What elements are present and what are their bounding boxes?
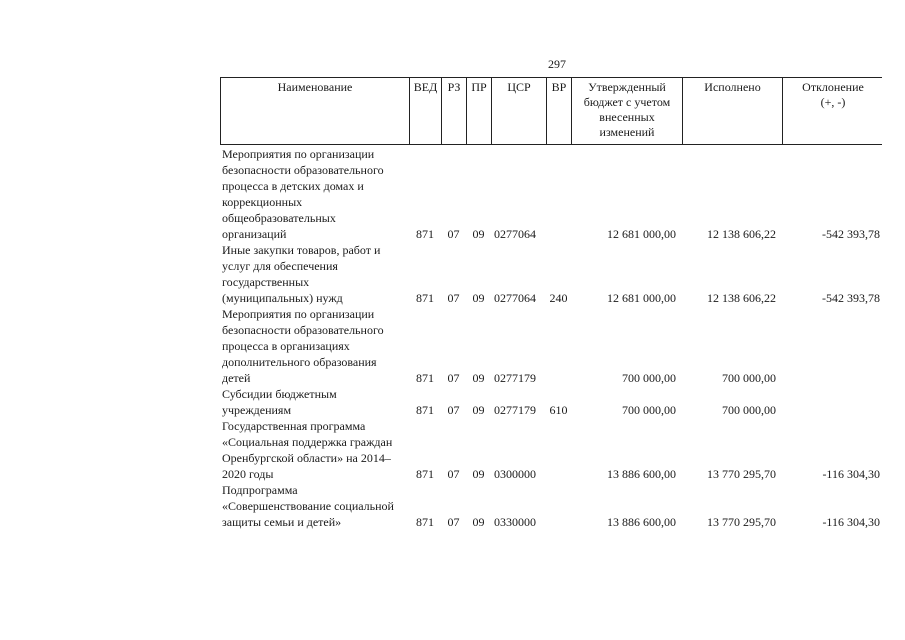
row-executed: 12 138 606,22 [707,291,776,305]
row-deviation: -116 304,30 [822,467,880,481]
table-row [220,418,882,482]
row-rz: 07 [447,515,460,529]
row-vr: 610 [549,403,568,417]
row-pr: 09 [472,227,485,241]
row-executed: 13 770 295,70 [707,467,776,481]
row-name: Подпрограмма «Совершенствование социальной защиты семьи и детей» [222,483,394,529]
row-approved: 12 681 000,00 [607,227,676,241]
table-header [220,77,882,145]
row-approved: 12 681 000,00 [607,291,676,305]
table-row [220,146,882,242]
row-approved: 13 886 600,00 [607,467,676,481]
header-rz: РЗ [442,78,467,144]
row-deviation: -116 304,30 [822,515,880,529]
row-vr: 240 [549,291,568,305]
row-rz: 07 [447,227,460,241]
budget-table [220,77,882,530]
table-row [220,482,882,530]
row-name: Мероприятия по организации безопасности образовательного процесса в детских домах и коррекционных общеобразовательных организаций [222,147,384,241]
row-ved: 871 [416,371,434,385]
row-pr: 09 [472,515,485,529]
row-executed: 13 770 295,70 [707,515,776,529]
row-ved: 871 [416,291,434,305]
row-csr: 0277179 [494,403,536,417]
row-ved: 871 [416,515,434,529]
table-row [220,242,882,306]
row-ved: 871 [416,467,434,481]
row-csr: 0300000 [494,467,536,481]
row-pr: 09 [472,467,485,481]
header-deviation: Отклонение (+, -) [802,80,864,109]
row-deviation: -542 393,78 [822,291,880,305]
header-approved: Утвержденный бюджет с учетом внесенных изменений [572,78,683,144]
row-approved: 700 000,00 [622,403,676,417]
row-rz: 07 [447,403,460,417]
page-number: 297 [548,57,566,71]
row-rz: 07 [447,467,460,481]
row-deviation: -542 393,78 [822,227,880,241]
row-pr: 09 [472,371,485,385]
row-approved: 13 886 600,00 [607,515,676,529]
row-rz: 07 [447,291,460,305]
row-csr: 0277064 [494,227,536,241]
row-pr: 09 [472,291,485,305]
row-name: Иные закупки товаров, работ и услуг для обеспечения государственных (муниципальных) нужд [222,243,381,305]
row-ved: 871 [416,403,434,417]
row-csr: 0277179 [494,371,536,385]
row-executed: 12 138 606,22 [707,227,776,241]
header-pr: ПР [467,78,492,144]
row-name: Мероприятия по организации безопасности образовательного процесса в организациях дополнительного образования детей [222,307,384,385]
row-csr: 0330000 [494,515,536,529]
table-row [220,306,882,386]
row-executed: 700 000,00 [722,371,776,385]
header-vr: ВР [547,78,572,144]
header-executed: Исполнено [683,78,783,144]
header-csr: ЦСР [492,78,547,144]
table-row [220,386,882,418]
row-approved: 700 000,00 [622,371,676,385]
row-pr: 09 [472,403,485,417]
header-name: Наименование [221,78,410,144]
row-name: Субсидии бюджетным учреждениям [222,387,337,417]
row-ved: 871 [416,227,434,241]
row-executed: 700 000,00 [722,403,776,417]
header-ved: ВЕД [410,78,442,144]
row-rz: 07 [447,371,460,385]
row-name: Государственная программа «Социальная поддержка граждан Оренбургской области» на 2014– 2020 годы [222,419,393,481]
table-body [220,146,882,530]
row-csr: 0277064 [494,291,536,305]
